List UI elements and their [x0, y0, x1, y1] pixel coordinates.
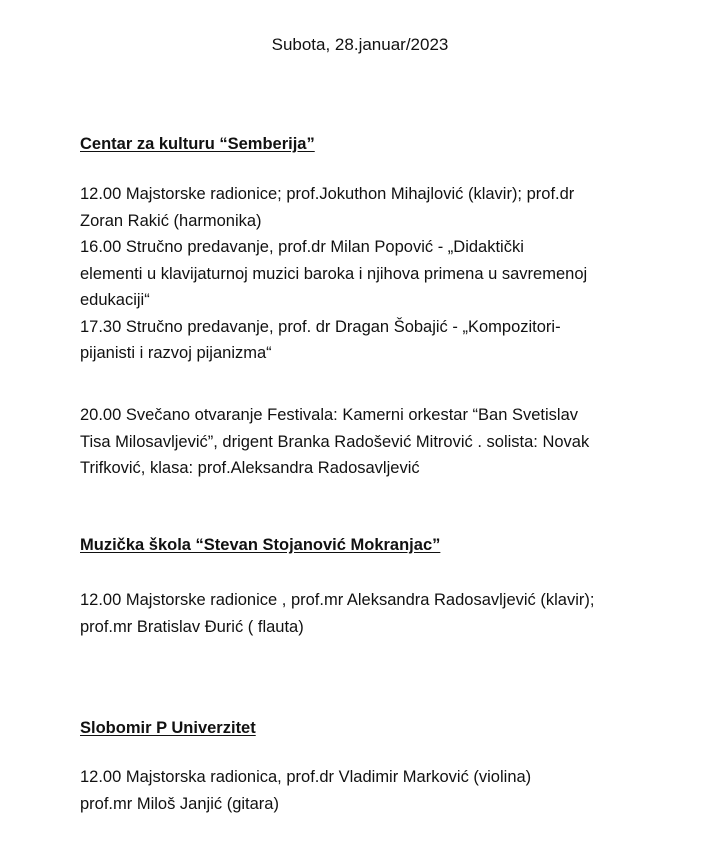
document-date: Subota, 28.januar/2023 — [271, 35, 449, 54]
schedule-block — [80, 587, 680, 640]
schedule-block — [80, 181, 680, 367]
schedule-line: 12.00 Majstorska radionica, prof.dr Vladimir Marković (violina) — [80, 768, 532, 786]
schedule-line: 12.00 Majstorske radionice; prof.Jokuthon Mihajlović (klavir); prof.dr — [80, 185, 575, 203]
schedule-line: pijanisti i razvoj pijanizma“ — [80, 344, 272, 362]
schedule-line: elementi u klavijaturnoj muzici baroka i njihova primena u savremenoj — [80, 264, 588, 283]
schedule-line: prof.mr Bratislav Đurić ( flauta) — [80, 617, 304, 636]
section-heading-muzicka-skola: Muzička škola “Stevan Stojanović Mokranjac” — [80, 536, 441, 554]
schedule-line: prof.mr Miloš Janjić (gitara) — [80, 794, 279, 813]
schedule-line: edukaciji“ — [80, 291, 150, 309]
schedule-line: Tisa Milosavljević”, drigent Branka Radošević Mitrović . solista: Novak — [80, 432, 590, 451]
schedule-block — [80, 764, 680, 817]
schedule-line: Zoran Rakić (harmonika) — [80, 211, 262, 230]
schedule-line: 12.00 Majstorske radionice , prof.mr Aleksandra Radosavljević (klavir); — [80, 591, 595, 609]
schedule-line: 17.30 Stručno predavanje, prof. dr Dragan Šobajić - „Kompozitori- — [80, 317, 561, 336]
schedule-line: Trifković, klasa: prof.Aleksandra Radosavljević — [80, 459, 420, 477]
schedule-line: 16.00 Stručno predavanje, prof.dr Milan Popović - „Didaktički — [80, 238, 524, 256]
section-heading-centar-za-kulturu: Centar za kulturu “Semberija” — [80, 135, 315, 153]
section-heading-slobomir-univerzitet: Slobomir P Univerzitet — [80, 719, 256, 737]
schedule-line: 20.00 Svečano otvaranje Festivala: Kamerni orkestar “Ban Svetislav — [80, 406, 578, 424]
schedule-block — [80, 402, 680, 482]
